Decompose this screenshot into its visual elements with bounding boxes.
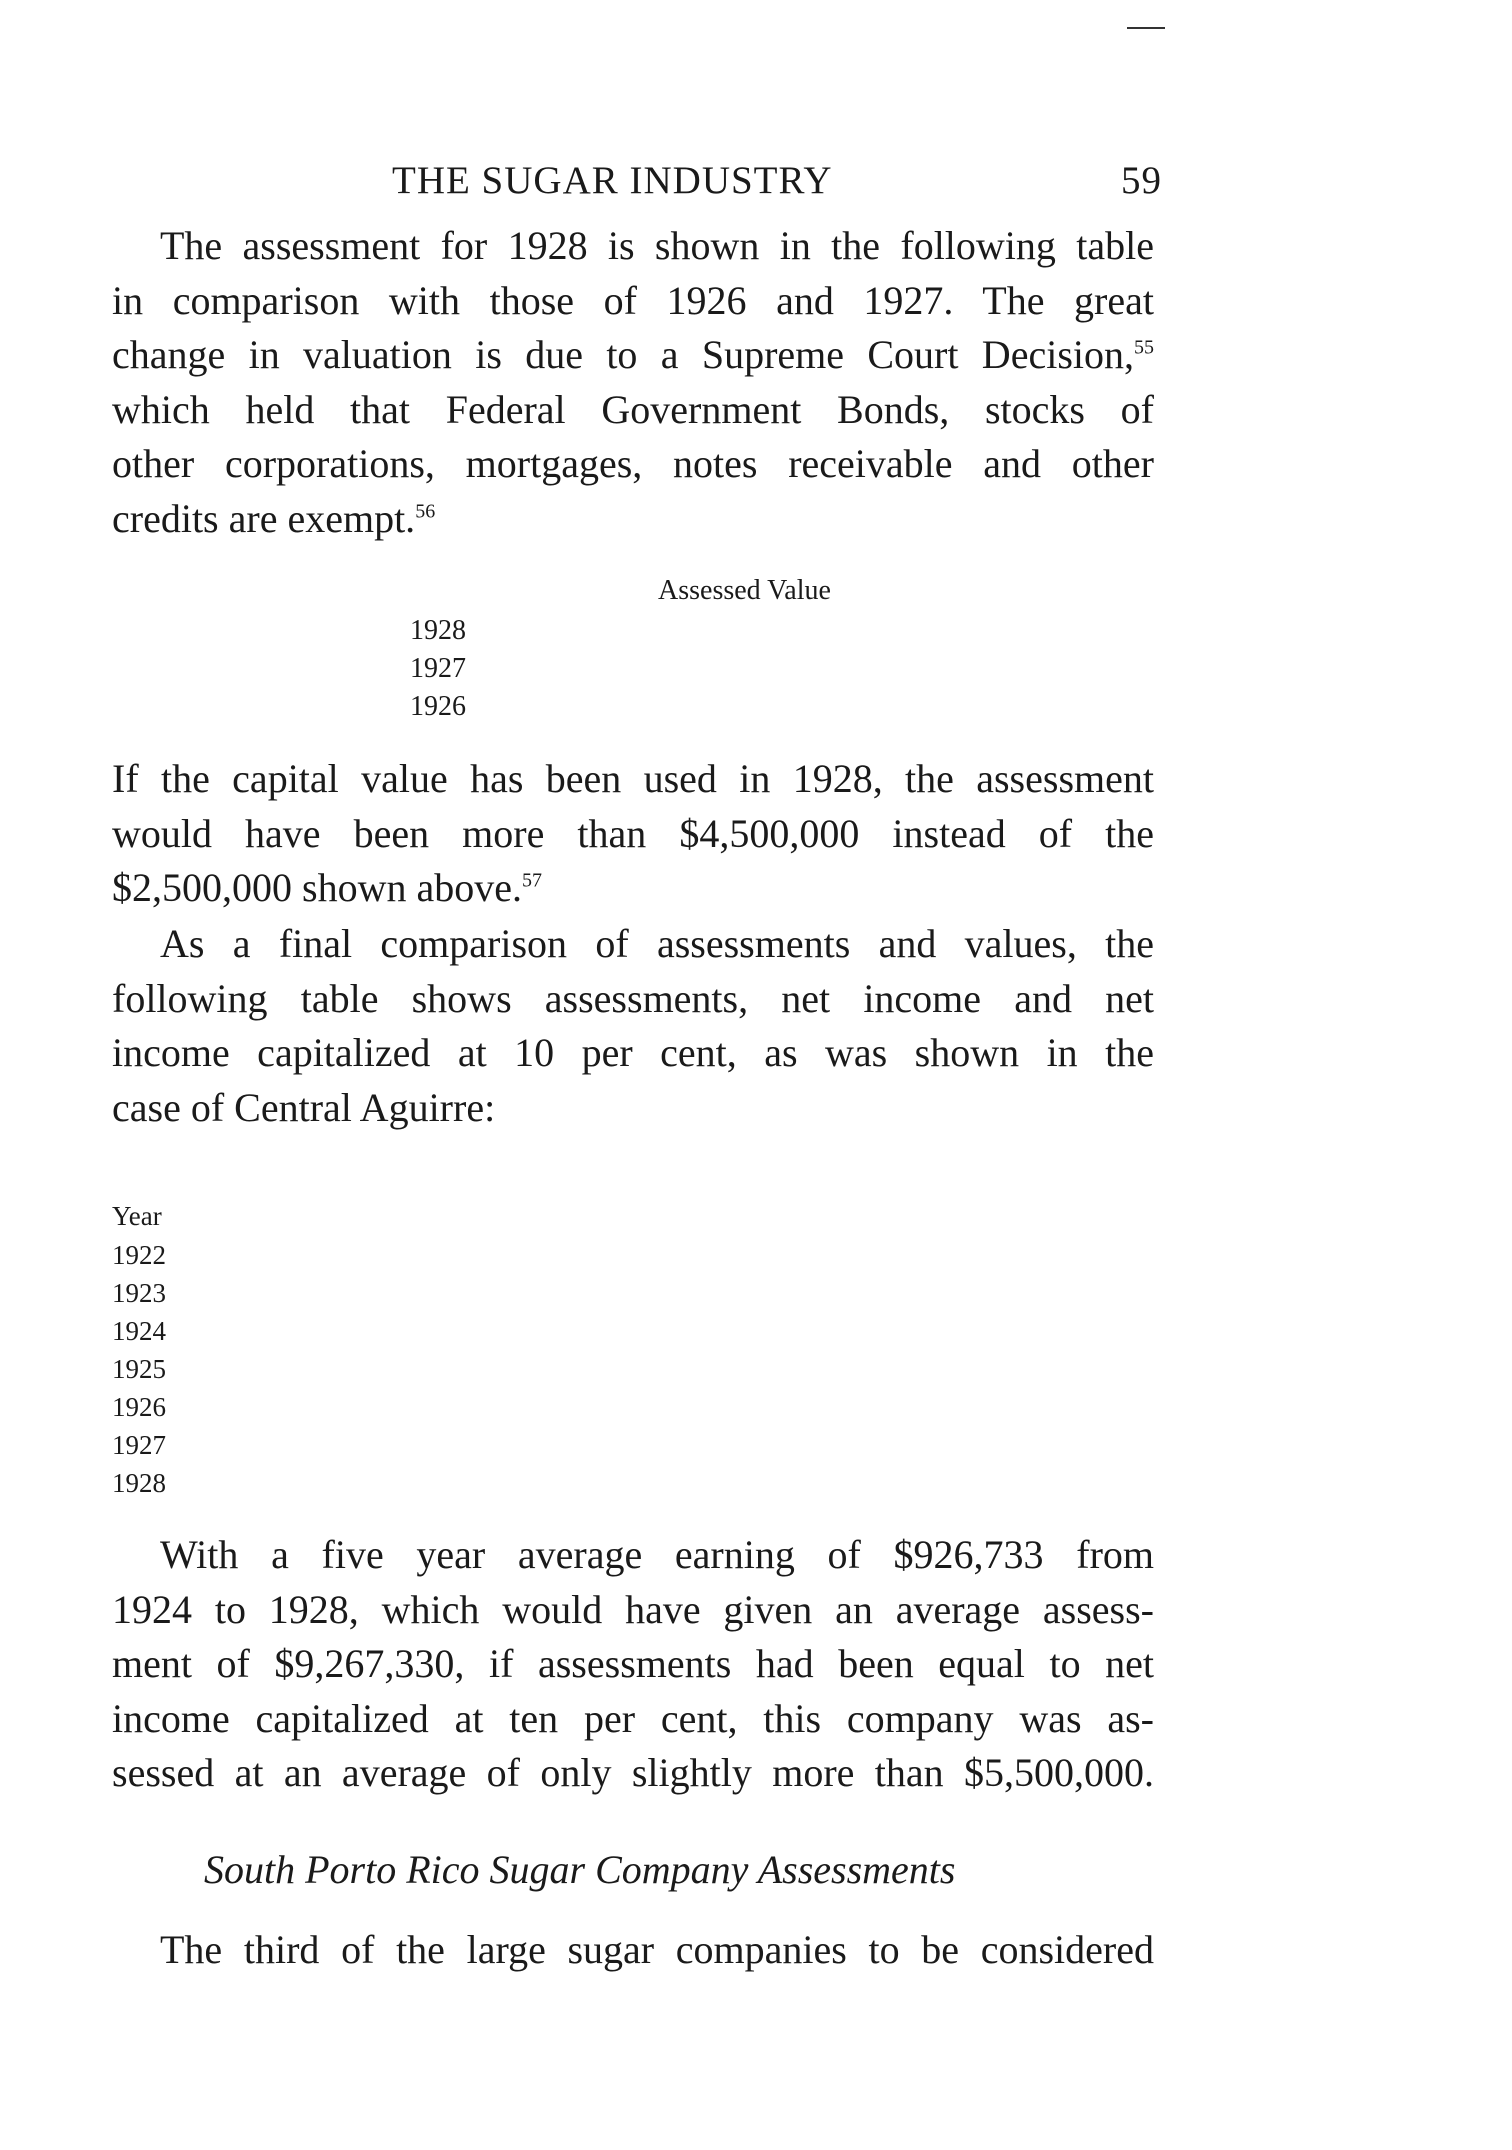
footnote-marker: 56	[415, 500, 436, 523]
running-header	[392, 158, 1162, 208]
running-title: THE SUGAR INDUSTRY	[392, 159, 833, 202]
footnote-marker: 55	[1134, 336, 1154, 359]
table-cell-year: 1924	[112, 1316, 166, 1346]
table-cell-year: 1928	[410, 615, 466, 646]
text-line: income capitalized at 10 per cent, as was shown in the	[112, 1030, 1154, 1075]
table-cell-year: 1926	[410, 691, 466, 722]
text-line: income capitalized at ten per cent, this company was as-	[112, 1695, 1154, 1741]
text-line: If the capital value has been used in 1928, the assessment	[112, 756, 1154, 801]
text-line: The third of the large sugar companies to be considered	[160, 1927, 1154, 1972]
text-line: would have been more than $4,500,000 instead of the	[112, 810, 1154, 856]
text-line: $2,500,000 shown above.$^{57}$	[112, 865, 542, 910]
paragraph-third-company	[112, 1923, 1154, 1978]
text-line: in comparison with those of 1926 and 1927. The great	[112, 277, 1154, 323]
table-header: Assessed Value	[658, 575, 831, 606]
paragraph-assessment-1928	[112, 219, 1154, 546]
text-line: As a final comparison of assessments and values, the	[160, 921, 1154, 966]
paragraph-five-year-average	[112, 1528, 1154, 1801]
text-line: The assessment for 1928 is shown in the following table	[160, 223, 1154, 268]
paragraph-final-comparison	[112, 917, 1154, 1135]
table-cell-year: 1925	[112, 1354, 166, 1384]
table-cell-year: 1923	[112, 1278, 166, 1308]
text-line: other corporations, mortgages, notes receivable and other	[112, 441, 1154, 486]
text-line: 1924 to 1928, which would have given an average assess-	[112, 1586, 1154, 1632]
page-number: 59	[1121, 159, 1162, 202]
section-subheading: South Porto Rico Sugar Company Assessments	[204, 1847, 956, 1892]
column-header-year: Year	[112, 1201, 162, 1231]
text-line: following table shows assessments, net income and net	[112, 975, 1154, 1021]
text-line: With a five year average earning of $926,733 from	[160, 1532, 1154, 1577]
text-line: change in valuation is due to a Supreme Court Decision,$^{55}$	[112, 332, 1154, 377]
table-cell-year: 1922	[112, 1240, 166, 1270]
text-line: case of Central Aguirre:	[112, 1084, 496, 1130]
paragraph-capital-value	[112, 752, 1154, 916]
table-cell-year: 1927	[112, 1430, 166, 1460]
text-line: which held that Federal Government Bonds, stocks of	[112, 386, 1154, 432]
table-cell-year: 1927	[410, 653, 466, 684]
table-cell-year: 1928	[112, 1468, 166, 1498]
table-cell-year: 1926	[112, 1392, 166, 1422]
text-line: ment of $9,267,330, if assessments had been equal to net	[112, 1641, 1154, 1686]
text-line: credits are exempt.$^{56}$	[112, 495, 436, 541]
footnote-marker: 57	[521, 869, 542, 892]
top-rule	[1127, 27, 1165, 29]
text-line: sessed at an average of only slightly more than $5,500,000.	[112, 1750, 1154, 1795]
